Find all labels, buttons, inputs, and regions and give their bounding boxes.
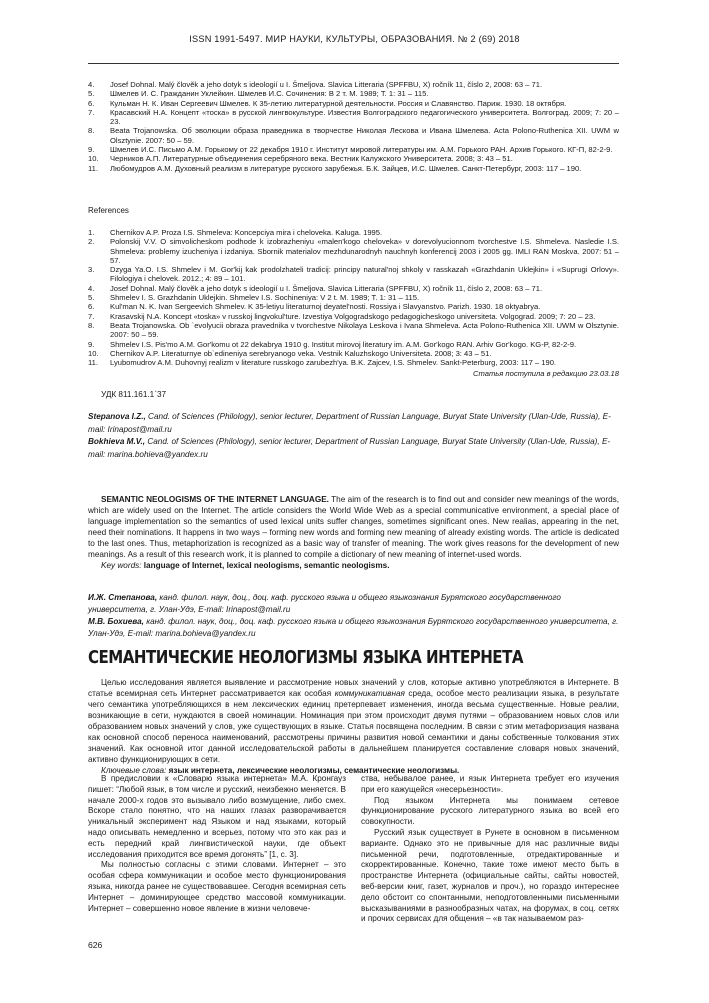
reference-text: Dzyga Ya.O. I.S. Shmelev i M. Gor'kij kak prodolzhateli tradicij: principy natural'noj shkoly v rasskazah «Grazhdanin Uklejkin» i «Suprugi Orlovy». Filologiya i chelovek. 2012.; 4: 89 – 101. [110,265,619,284]
abstract-body-en: The aim of the research is to find out and consider new meanings of the words, which are widely used on the Internet. The article considers the World Wide Web as a special communicative environment, a special place of language implementation so the semantics of used lexical units suffer changes, sometimes significant ones. New realias, appearing in the net, need their nominations. It happens in two ways – forming new words and forming new meaning of already existing words. The article is dedicated to the last ones. Thus, metaphorization is recognized as a basic way of transfer of meaning. The work gives reasons for the development of new meanings. As a result of this research work, it is planned to compile a dictionary of new meaning of internet-used words. [88,495,619,559]
reference-text: Любомудров А.М. Духовный реализм в литературе русского зарубежья. Б.К. Зайцев, И.С. Шмелев. Санкт-Петербург, 2003: 117 – 190. [110,163,582,173]
abstract-russian [88,677,619,776]
reference-text: Шмелев И. С. Гражданин Уклейкин. Шмелев И.С. Сочинения: В 2 т. М. 1989; Т. 1: 31 – 115. [110,89,429,99]
reference-number: 5. [88,89,95,99]
author-name: М.В. Бохиева, [88,617,144,626]
reference-item [88,108,619,127]
reference-number: 11. [88,358,98,368]
keywords-value-en: language of Internet, lexical neologisms, semantic neologisms. [141,561,390,570]
reference-number: 9. [88,145,95,155]
reference-text: Шмелев И.С. Письмо А.М. Горькому от 22 декабря 1910 г. Институт мировой литературы им. А.М. Горького РАН. Архив Горького. КГ-П, 82-2-9. [110,145,613,155]
abstract-ru-emphasis: коммуникативная [334,689,405,698]
reference-number: 6. [88,98,95,108]
reference-number: 6. [88,302,95,312]
references-heading: References [88,206,129,215]
reference-item [88,358,619,367]
body-column-right [361,774,619,925]
reference-number: 3. [88,265,95,275]
abstract-ru-part2: среда, особое место реализации языка, в результате чего семантика употребляющихся в нем лексических единиц претерпевает изменения, иногда весьма существенные. Новые реалии, возникающие в сети, нуждаются в своей номинации. Номинация при этом происходит двумя путями – образованием новых слов или образованием новых значений у слов, уже существующих в языке. Статья посвящена последним. В связи с этим метафоризация названа как основной способ переноса наименований, рассмотрены причины развития новой семантики и даны собственные толкования этих значений. Как основной итог данной исследовательской работы в дальнейшем планируется составление словаря новых значений, активно функционирующих в сети. [88,689,619,764]
reference-text: Shmelev I.S. Pis'mo A.M. Gor'komu ot 22 dekabrya 1910 g. Institut mirovoj literatury im. A.M. Gor'kogo RAN. Arhiv Gor'kogo. KG-P, 82-2-9. [110,339,577,349]
abstract-title-en: SEMANTIC NEOLOGISMS OF THE INTERNET LANGUAGE. [101,495,329,504]
reference-text: Polonskij V.V. O simvolicheskom podhode k izobrazheniyu «malen'kogo cheloveka» v dorevolyucionnom tvorchestve I.S. Shmeleva. Nasledie I.S. Shmeleva: problemy izucheniya i izdaniya. Sbornik materialov mezhdunarodnyh nauchnyh konferencij 2003 i 2005 gg. IMLI RAN Moskva. 2007: 51 – 57. [110,237,619,265]
reference-item [88,284,619,293]
reference-item [88,237,619,265]
author-entry [88,592,619,616]
reference-text: Josef Dohnal. Malý človĕk a jeho dotyk s ideologií u I. Šmeljova. Slavica Litteraria (SPFFBU, X) ročník 11, číslo 2, 2008: 63 – 71. [110,80,543,89]
reference-item [88,80,619,89]
reference-item [88,321,619,340]
author-entry [88,436,619,461]
reference-text: Кульман Н. К. Иван Сергеевич Шмелев. К 35-летию литературной деятельности. Россия и Славянство. Париж. 1930. 18 октября. [110,98,567,108]
author-entry [88,411,619,436]
body-paragraph: ства, небывалое ранее, и язык Интернета требует его изучения при его кажущейся «несерьезности». [361,774,619,794]
reference-text: Chernikov A.P. Proza I.S. Shmeleva: Koncepciya mira i cheloveka. Kaluga. 1995. [110,228,383,237]
reference-text: Chernikov A.P. Literaturnye ob`edineniya serebryanogo veka. Vestnik Kaluzhskogo Universiteta. 2008; 3: 43 – 51. [110,348,492,358]
reference-item [88,89,619,98]
reference-number: 9. [88,339,95,349]
reference-item [88,293,619,302]
reference-item [88,265,619,284]
keywords-label-ru: Ключевые слова: [101,766,167,775]
author-entry [88,616,619,640]
author-name: Stepanova I.Z., [88,412,146,421]
body-paragraph: Русский язык существует в Рунете в основном в письменном варианте. Однако это не привычные для нас различные виды письменной речи, подготовленные, отредактированные и скорректированные. Конечно, такие тоже имеют место быть в пространстве Интернета (официальные сайты, сайты новостей, веб-версии книг, газет, журналов и проч.), но гораздо интереснее дело обстоит со спонтанными, неподготовленными письменными высказываниями в разнообразных чатах, на форумах, в соц. сетях и прочих сервисах для общения – «в так называемом раз- [361,827,619,924]
udk-code: УДК 811.161.1`37 [101,390,167,399]
reference-item [88,228,619,237]
received-note: Статья поступила в редакцию 23.03.18 [473,369,619,379]
reference-item [88,340,619,349]
reference-number: 11. [88,163,98,173]
author-affiliation: канд. филол. наук, доц., доц. каф. русского языка и общего языкознания Бурятского государственного университета, г. Улан-Удэ, E-mail: marina.bohieva@yandex.ru [88,617,619,638]
reference-text: Kul'man N. K. Ivan Sergeevich Shmelev. K 35-letiyu literaturnoj deyatel'nosti. Rossiya i Slavyanstvo. Parizh. 1930. 18 oktyabrya. [110,302,541,312]
reference-text: Красавский Н.А. Концепт «тоска» в русской лингвокультуре. Известия Волгоградского педагогического университета. Волгоград. 2009; 7: 20 – 23. [110,107,619,127]
reference-number: 8. [88,126,95,136]
reference-text: Beata Trojanowska. Ob `evolyucii obraza pravednika v tvorchestve Nikolaya Leskova i Ivana Shmeleva. Acta Polono-Ruthenica XII. UWM w Olsztynie. 2007: 50 – 59. [110,320,619,340]
reference-text: Черников А.П. Литературные объединения серебряного века. Вестник Калужского Университета. 2008; 3: 43 – 51. [110,154,513,164]
reference-item [88,302,619,311]
reference-text: Beata Trojanowska. Об эволюции образа праведника в творчестве Николая Лескова и Ивана Шмелева. Acta Polono-Ruthenica XII. UWM w Olsztynie. 2007: 50 – 59. [110,126,619,145]
reference-item [88,349,619,358]
body-columns [88,774,619,925]
reference-list-english [88,228,619,379]
body-column-left [88,774,346,925]
reference-item [88,312,619,321]
author-affiliation: Cand. of Sciences (Philology), senior lecturer, Department of Russian Language, Buryat State University (Ulan-Ude, Russia), E-mail: marina.bohieva@yandex.ru [88,437,611,459]
authors-english [88,411,619,461]
page-number: 626 [88,940,103,950]
authors-russian [88,592,619,640]
author-affiliation: канд. филол. наук, доц., доц. каф. русского языка и общего языкознания Бурятского государственного университета, г. Улан-Удэ, E-mail: Irinapost@mail.ru [88,593,561,614]
reference-number: 4. [88,283,95,293]
reference-item [88,99,619,108]
author-name: И.Ж. Степанова, [88,593,158,602]
article-title-russian: СЕМАНТИЧЕСКИЕ НЕОЛОГИЗМЫ ЯЗЫКА ИНТЕРНЕТА [88,648,523,668]
keywords-en [88,560,619,571]
reference-item [88,154,619,163]
reference-item [88,164,619,173]
reference-number: 5. [88,293,95,303]
keywords-label-en: Key words: [101,561,142,570]
author-affiliation: Cand. of Sciences (Philology), senior lecturer, Department of Russian Language, Buryat State University (Ulan-Ude, Russia), E-mail: Irinapost@mail.ru [88,412,611,434]
abstract-ru-part1: Целью исследования является выявление и рассмотрение новых значений у слов, которые активно употребляются в Интернете. В статье всемирная сеть Интернет рассматривается как особая [88,678,619,698]
reference-number: 7. [88,311,95,321]
reference-text: Shmelev I. S. Grazhdanin Uklejkin. Shmelev I.S. Sochineniya: V 2 t. M. 1989; T. 1: 31 – 115. [110,293,420,303]
reference-number: 4. [88,80,95,89]
body-paragraph: В предисловии к «Словарю языка интернета» М.А. Кронгауз пишет: “Любой язык, в том числе и русский, неизбежно меняется. В начале 2000-х годов это вызывало либо возмущение, либо смех. Вскоре стало понятно, что на наших глазах разворачивается уникальный эксперимент над Языком и над языками, который надо описывать немедленно и всерьез, потому что это как раз и есть передний край лингвистической науки, где объект исследования приходится все время догонять” [1, с. 3]. [88,774,346,859]
reference-number: 2. [88,237,95,247]
reference-item [88,126,619,145]
reference-text: Lyubomudrov A.M. Duhovnyj realizm v literature russkogo zarubezh'ya. B.K. Zajcev, I.S. Shmelev. Sankt-Peterburg, 2003: 117 – 190. [110,358,557,368]
reference-text: Josef Dohnal. Malý človĕk a jeho dotyk s ideologií u I. Šmeljova. Slavica Litteraria (SPFFBU, X) ročník 11, číslo 2, 2008: 63 – 71. [110,283,543,293]
keywords-value-ru: язык интернета, лексические неологизмы, семантические неологизмы. [166,766,460,775]
header-divider [88,63,619,64]
reference-number: 7. [88,107,95,117]
reference-item [88,145,619,154]
reference-list-russian [88,80,619,173]
reference-number: 1. [88,228,95,237]
reference-number: 10. [88,348,99,358]
author-name: Bokhieva M.V., [88,437,146,447]
body-paragraph: Под языком Интернета мы понимаем сетевое функционирование русского литературного языка во всей его совокупности. [361,795,619,827]
body-paragraph: Мы полностью согласны с этими словами. Интернет – это особая сфера коммуникации и особое место функционирования языка, никогда ранее не существовавшее. Сегодня всемирная сеть Интернет – доминирующее средство массовой коммуникации. Интернет – совершенно новое явление в жизни человече- [88,860,346,913]
abstract-english [88,494,619,571]
reference-number: 8. [88,320,95,330]
reference-number: 10. [88,154,99,164]
running-header: ISSN 1991-5497. МИР НАУКИ, КУЛЬТУРЫ, ОБРАЗОВАНИЯ. № 2 (69) 2018 [189,34,520,44]
reference-text: Krasavskij N.A. Koncept «toska» v russkoj lingvokul'ture. Izvestiya Volgogradskogo pedagogicheskogo universiteta. Volgograd. 2009; 7: 20 – 23. [110,311,596,321]
